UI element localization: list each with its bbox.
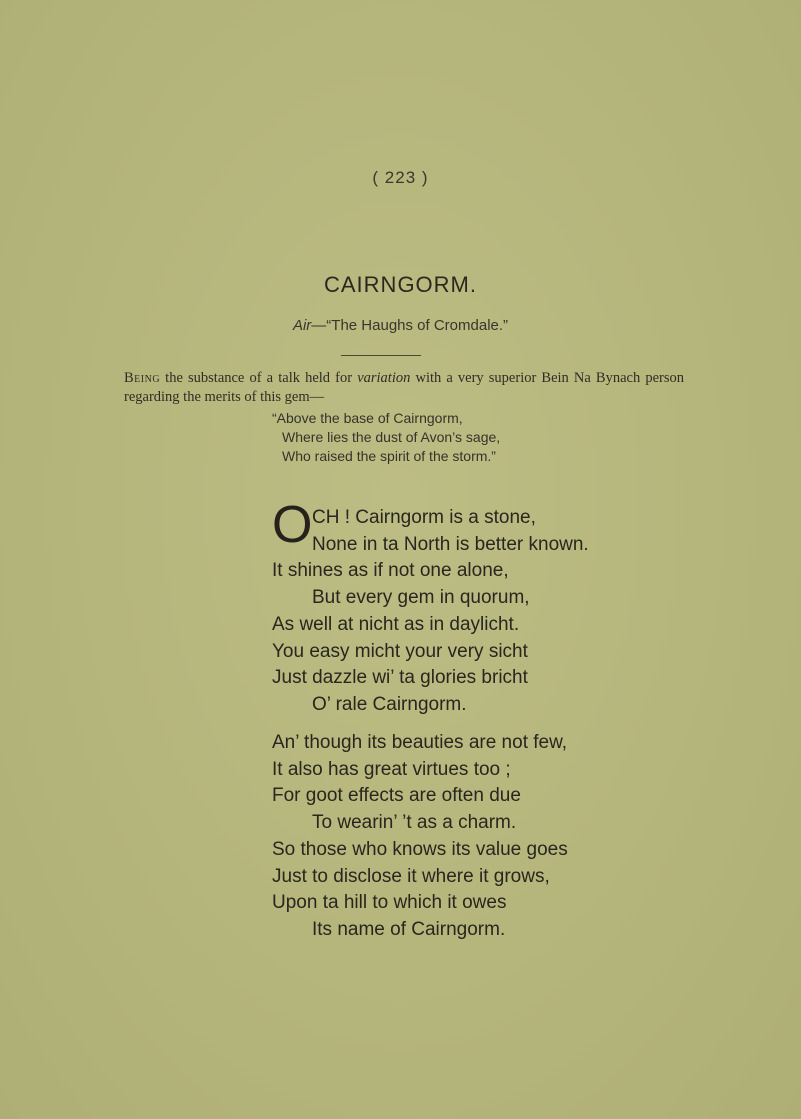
verse-line: Its name of Cairngorm.	[312, 918, 506, 940]
verse-line: Upon ta hill to which it owes	[272, 892, 507, 914]
stanza-1	[272, 558, 752, 718]
verse-line: Just to disclose it where it grows,	[272, 865, 550, 887]
air-tune: —“The Haughs of Cromdale.”	[311, 317, 509, 334]
verse-line: CH ! Cairngorm is a stone,	[312, 507, 536, 528]
verse-line: As well at nicht as in daylicht.	[272, 613, 520, 635]
verse-line: An’ though its beauties are not few,	[272, 732, 568, 753]
intro-paragraph	[124, 369, 684, 407]
verse-line: O’ rale Cairngorm.	[312, 693, 467, 715]
intro-text-1: the substance of a talk held for	[160, 370, 358, 386]
verse-line: So those who knows its value goes	[272, 838, 568, 860]
quote-line: Who raised the spirit of the storm.”	[282, 448, 496, 464]
verse-line: None in ta North is better known.	[312, 533, 589, 555]
verse-line: But every gem in quorum,	[312, 587, 530, 609]
drop-cap-letter: O	[272, 496, 313, 554]
quote-line: “Above the base of Cairngorm,	[272, 410, 463, 426]
intro-lead-word: Being	[124, 370, 161, 386]
verse-line: For goot effects are often due	[272, 785, 521, 807]
stanza-1-opening-lines	[312, 505, 752, 558]
verse-line: It also has great virtues too ;	[272, 758, 511, 780]
air-label: Air	[292, 317, 312, 334]
page-number: ( 223 )	[372, 168, 429, 187]
divider-rule	[341, 355, 421, 356]
verse-line: It shines as if not one alone,	[272, 560, 509, 582]
verse-line: Just dazzle wi’ ta glories bricht	[272, 667, 528, 689]
quote-line: Where lies the dust of Avon’s sage,	[282, 429, 501, 445]
verse-line: To wearin’ ’t as a charm.	[312, 812, 517, 834]
epigraph-quote	[272, 409, 632, 466]
intro-italic-word: variation	[357, 370, 411, 386]
poem-title: CAIRNGORM.	[324, 272, 477, 297]
verse-line: You easy micht your very sicht	[272, 640, 528, 662]
air-line	[0, 317, 801, 334]
intro-text-2: with a very superior Bein Na Bynach person regarding the merits of this gem—	[124, 370, 684, 405]
stanza-2	[272, 730, 752, 944]
